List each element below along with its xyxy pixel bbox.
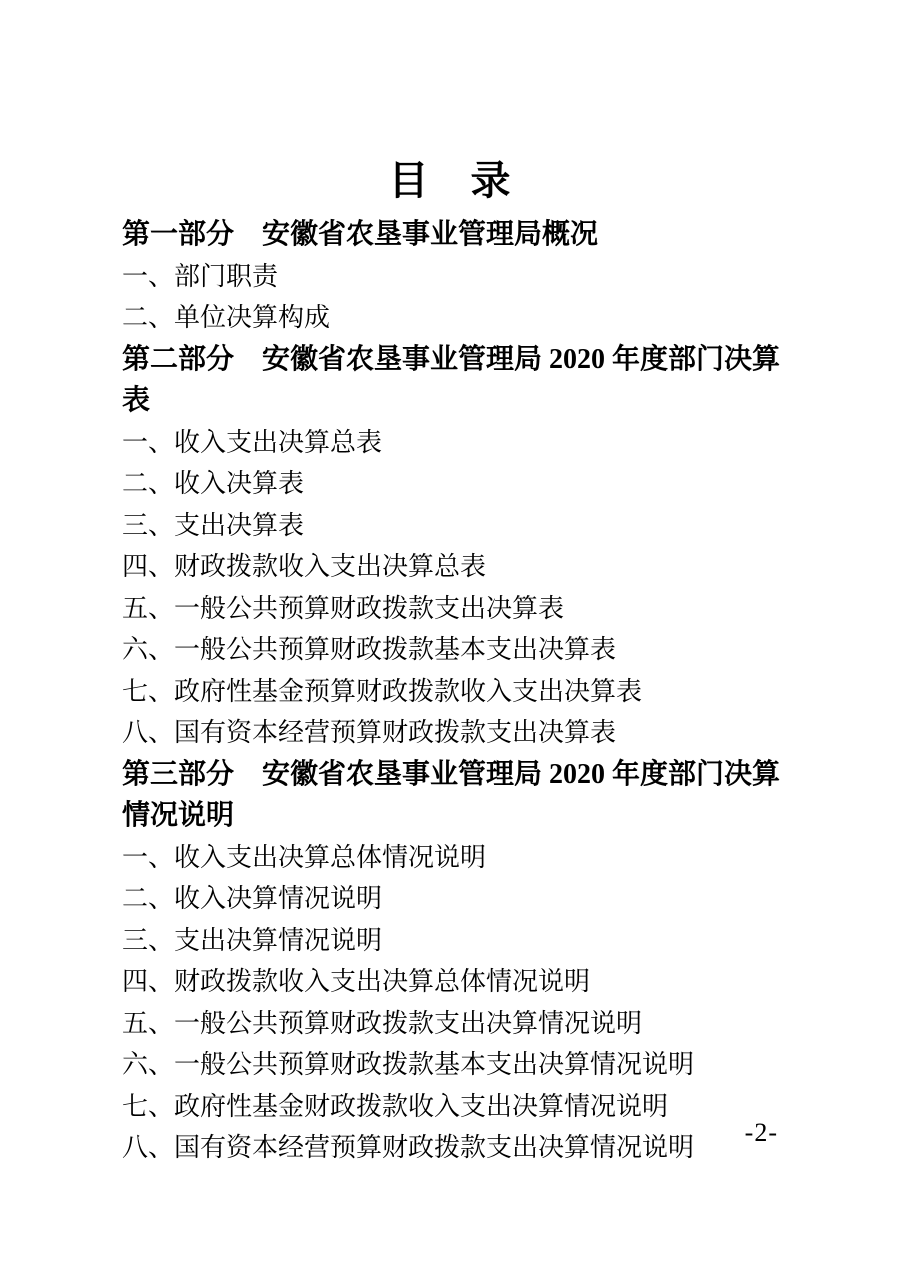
- toc-item: 一、部门职责: [122, 261, 279, 291]
- toc-item: 二、单位决算构成: [122, 303, 331, 332]
- page-number: -2-: [744, 1118, 778, 1147]
- toc-item: 七、政府性基金预算财政拨款收入支出决算表: [122, 676, 643, 706]
- toc-section-heading-part3: 第三部分 安徽省农垦事业管理局 2020 年度部门决算情况说明: [122, 758, 781, 831]
- toc-item: 五、一般公共预算财政拨款支出决算情况说明: [122, 1008, 643, 1038]
- toc-item: 四、财政拨款收入支出决算总表: [122, 552, 487, 581]
- toc-item: 八、国有资本经营预算财政拨款支出决算表: [122, 718, 617, 747]
- toc-section-heading-part1: 第一部分 安徽省农垦事业管理局概况: [122, 219, 599, 250]
- toc-item: 一、收入支出决算总表: [122, 427, 383, 457]
- toc-item: 一、收入支出决算总体情况说明: [122, 842, 487, 872]
- toc-item: 六、一般公共预算财政拨款基本支出决算表: [122, 635, 617, 664]
- toc-item: 二、收入决算情况说明: [122, 884, 383, 913]
- toc-item: 八、国有资本经营预算财政拨款支出决算情况说明: [122, 1133, 695, 1162]
- toc-item: 五、一般公共预算财政拨款支出决算表: [122, 593, 565, 623]
- toc-item: 三、支出决算表: [122, 510, 305, 540]
- table-of-contents: [122, 214, 790, 1169]
- page-title: 目 录: [388, 158, 512, 203]
- toc-section-heading-part2: 第二部分 安徽省农垦事业管理局 2020 年度部门决算表: [122, 343, 781, 416]
- toc-item: 三、支出决算情况说明: [122, 925, 383, 955]
- toc-item: 七、政府性基金财政拨款收入支出决算情况说明: [122, 1091, 669, 1121]
- toc-item: 六、一般公共预算财政拨款基本支出决算情况说明: [122, 1050, 695, 1079]
- toc-item: 四、财政拨款收入支出决算总体情况说明: [122, 967, 591, 996]
- toc-item: 二、收入决算表: [122, 469, 305, 498]
